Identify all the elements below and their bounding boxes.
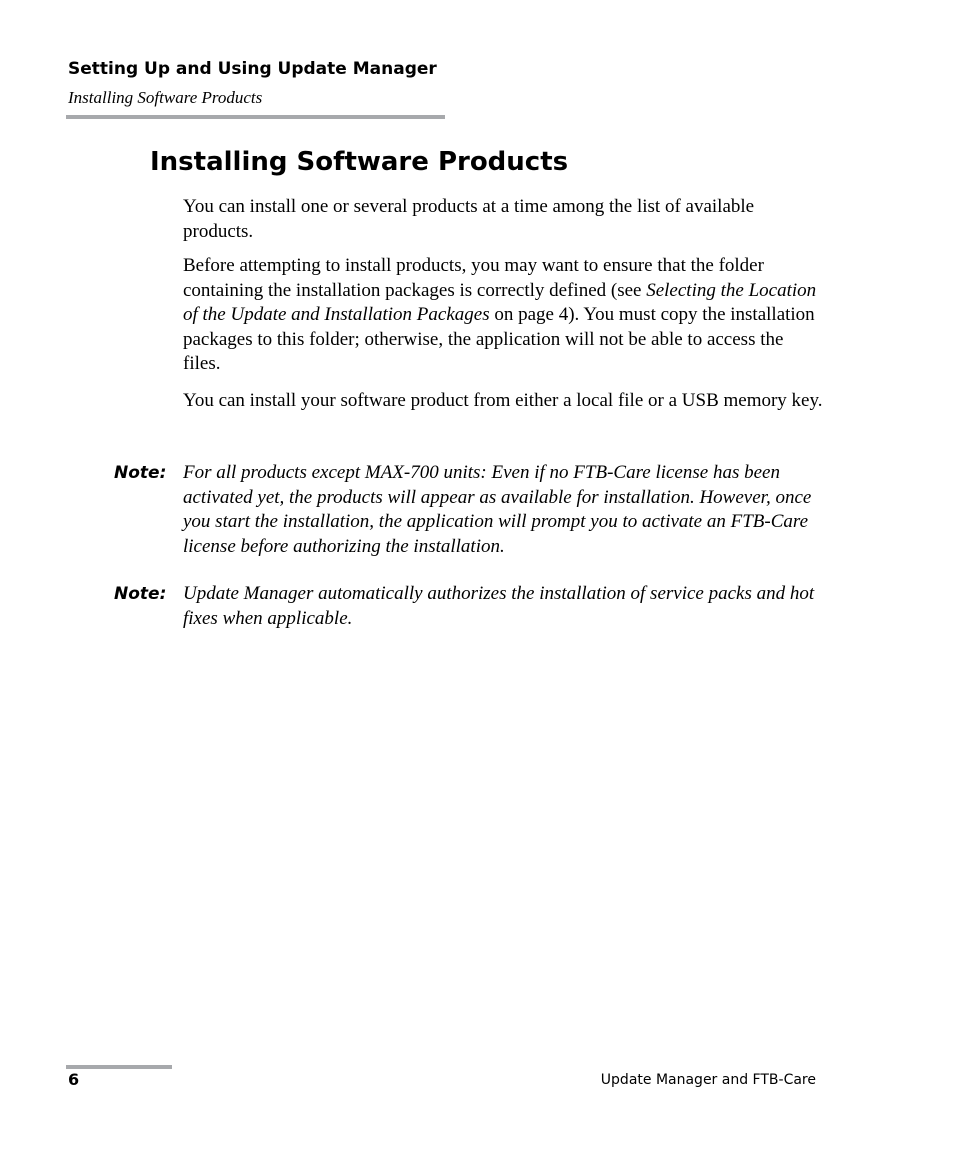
paragraph-install-source: You can install your software product from either a local file or a USB memory key. (183, 390, 823, 411)
paragraph-folder-setup (183, 254, 823, 377)
header-divider (66, 115, 445, 119)
paragraph-intro: You can install one or several products at a time among the list of available products. (183, 196, 755, 242)
note-label: Note: (114, 463, 167, 483)
paragraph-text-after-ref: on page 4). You must copy the installation packages to this folder; otherwise, the application will not be able to access the files. (183, 304, 815, 375)
note-text-service-packs: Update Manager automatically authorizes the installation of service packs and hot fixes when applicable. (183, 583, 815, 629)
footer-divider (66, 1065, 172, 1069)
note-text-ftb-care: For all products except MAX-700 units: Even if no FTB-Care license has been activated yet, the products will appear as available for installation. However, once you start the installation, the application will prompt you to activate an FTB-Care license before authorizing the installation. (183, 462, 812, 557)
page-title: Installing Software Products (150, 147, 569, 177)
page-number: 6 (68, 1070, 80, 1089)
chapter-title: Setting Up and Using Update Manager (68, 59, 437, 79)
note-label: Note: (114, 584, 167, 604)
footer-document-title: Update Manager and FTB-Care (600, 1072, 816, 1088)
section-subtitle: Installing Software Products (68, 88, 263, 107)
cross-reference-link[interactable]: Selecting the Location of the Update and Installation Packages (183, 279, 817, 326)
paragraph-text-before-ref: Before attempting to install products, you may want to ensure that the folder containing the installation packages is correctly defined (see (183, 255, 764, 301)
